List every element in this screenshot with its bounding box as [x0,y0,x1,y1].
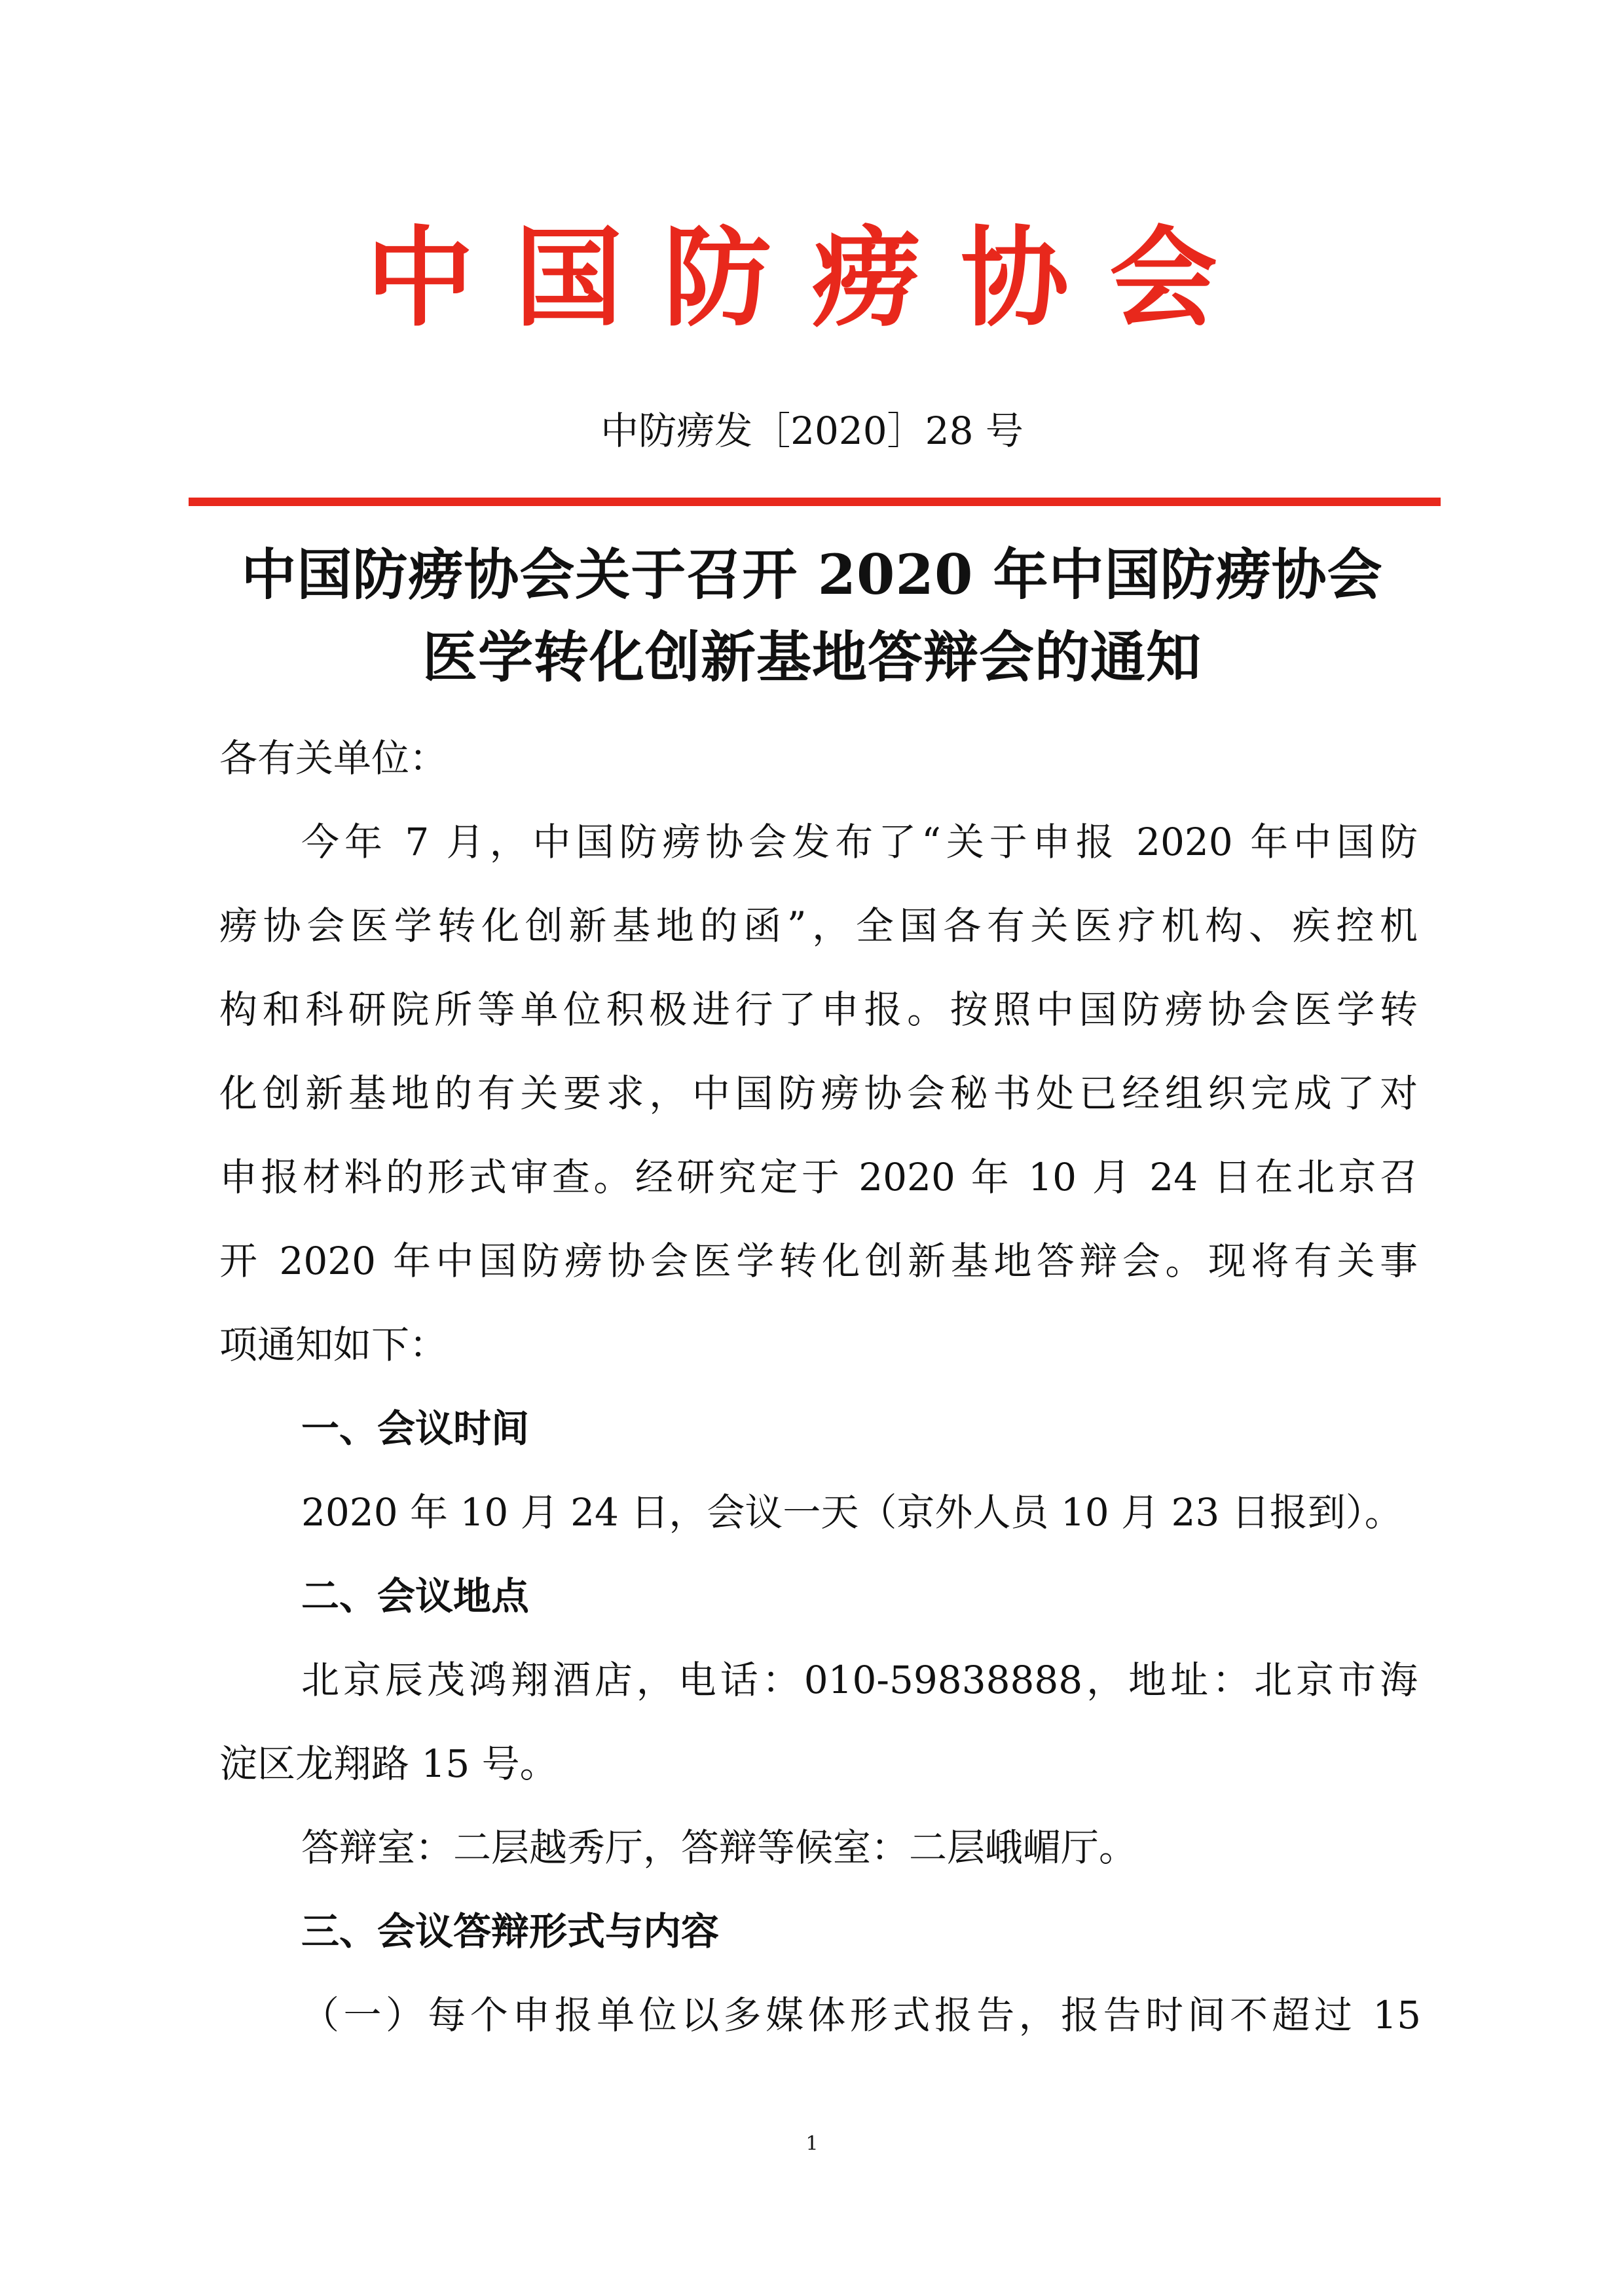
section-heading-place: 二、会议地点 [301,1574,530,1618]
section-heading-format: 三、会议答辩形式与内容 [301,1909,720,1954]
salutation: 各有关单位： [219,736,448,780]
paragraph-line: 构和科研院所等单位积极进行了申报。按照中国防痨协会医学转 [219,987,1418,1032]
paragraph-line: 化创新基地的有关要求，中国防痨协会秘书处已经组织完成了对 [219,1071,1418,1116]
meeting-place-text: 淀区龙翔路 15 号。 [219,1741,558,1786]
title-line-2: 医学转化创新基地答辩会的通知 [422,625,1202,689]
paragraph-line: 申报材料的形式审查。经研究定于 2020 年 10 月 24 日在北京召 [219,1155,1418,1199]
meeting-time-text: 2020 年 10 月 24 日，会议一天（京外人员 10 月 23 日报到）。 [301,1490,1403,1535]
document-number: 中防痨发［2020］28 号 [600,409,1024,453]
meeting-rooms-text: 答辩室：二层越秀厅，答辩等候室：二层峨嵋厅。 [301,1825,1137,1870]
title-line-1: 中国防痨协会关于召开 2020 年中国防痨协会 [241,542,1383,607]
page-number: 1 [805,2132,819,2155]
organization-letterhead: 中国防痨协会 [366,215,1258,341]
section-heading-time: 一、会议时间 [301,1406,530,1451]
meeting-place-text: 北京辰茂鸿翔酒店，电话：010-59838888，地址：北京市海 [301,1658,1418,1702]
paragraph-line: 痨协会医学转化创新基地的函”，全国各有关医疗机构、疾控机 [219,903,1418,948]
paragraph-line: 项通知如下： [219,1322,448,1367]
paragraph-line: 开 2020 年中国防痨协会医学转化创新基地答辩会。现将有关事 [219,1239,1418,1283]
paragraph-line: 今年 7 月，中国防痨协会发布了“关于申报 2020 年中国防 [301,820,1418,864]
document-title [164,534,1460,699]
red-divider-rule [189,498,1441,506]
format-item-1: （一）每个申报单位以多媒体形式报告，报告时间不超过 15 [301,1993,1421,2037]
